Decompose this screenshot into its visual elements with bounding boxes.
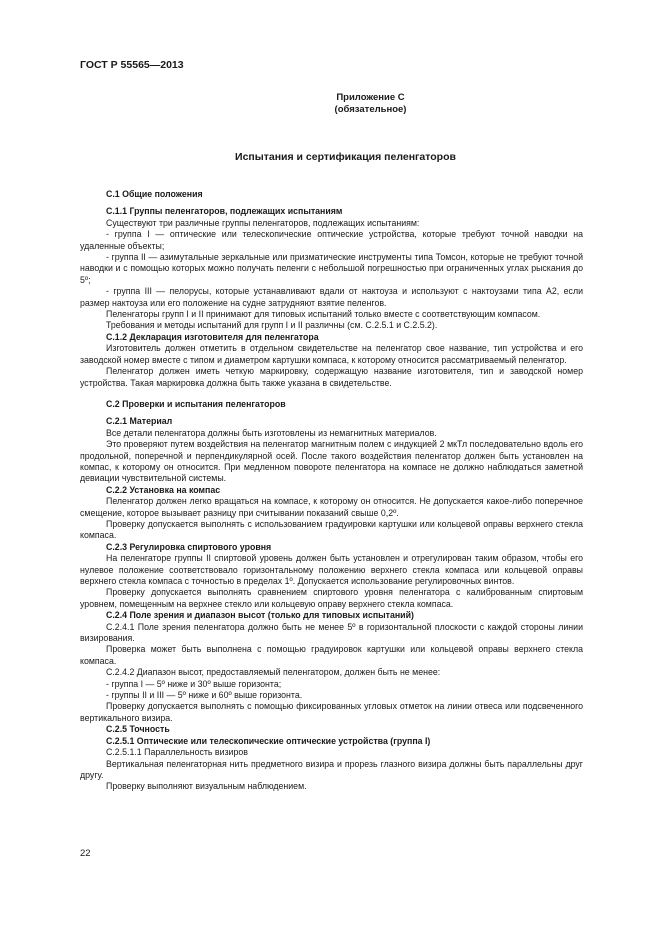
paragraph: Требования и методы испытаний для групп I и II различны (см. С.2.5.1 и С.2.5.2). xyxy=(106,320,438,331)
section-heading: С.2.2 Установка на компас xyxy=(106,484,221,495)
section-heading: С.1 Общие положения xyxy=(106,189,203,199)
paragraph: - группа III — пелорусы, которые устанавливают вдали от нактоуза и используют с нактоузами типа А2, если размер нактоуза или его положение на судне затрудняют взятие пеленгов. xyxy=(80,286,583,308)
section-heading: С.2.1 Материал xyxy=(106,416,173,427)
page-number: 22 xyxy=(80,848,91,859)
paragraph: Все детали пеленгатора должны быть изготовлены из немагнитных материалов. xyxy=(106,427,437,438)
annex-status: (обязательное) xyxy=(334,104,407,115)
paragraph: - группа I — 5º ниже и 30º выше горизонта; xyxy=(106,678,282,689)
section-heading: С.1.1 Группы пеленгаторов, подлежащих испытаниям xyxy=(106,206,343,217)
section-heading: С.2 Проверки и испытания пеленгаторов xyxy=(106,398,286,409)
paragraph: На пеленгаторе группы II спиртовой уровень должен быть установлен и отрегулирован таким образом, чтобы его нулевое положение соответствовало горизонтальному положению верхнего стекла компаса или кольцевой оправы верхнего стекла компаса с точностью в пределах 1º. Допускается использование регулировочных винтов. xyxy=(80,553,583,586)
paragraph: Изготовитель должен отметить в отдельном свидетельстве на пеленгатор свое название, тип устройства и его заводской номер вместе с типом и диаметром картушки компаса, к которому относится рассматриваемый пеленгатор. xyxy=(80,343,583,365)
annex-name: Приложение С xyxy=(336,92,405,103)
paragraph: Проверка может быть выполнена с помощью градуировок картушки или кольцевой оправы верхнего стекла компаса. xyxy=(80,644,583,666)
document-body xyxy=(80,183,583,793)
paragraph: С.2.4.1 Поле зрения пеленгатора должно быть не менее 5º в горизонтальной плоскости с каждой стороны линии визирования. xyxy=(80,621,583,644)
paragraph: С.2.4.2 Диапазон высот, предоставляемый пеленгатором, должен быть не менее: xyxy=(106,667,441,678)
section-heading: С.2.5 Точность xyxy=(106,724,170,735)
annex-title: Испытания и сертификация пеленгаторов xyxy=(235,151,456,163)
paragraph: Проверку допускается выполнять сравнением спиртового уровня пеленгатора с калиброванным спиртовым уровнем, помещенным на верхнее стекло или кольцевую оправу верхнего стекла компаса. xyxy=(80,587,583,609)
paragraph: Существуют три различные группы пеленгаторов, подлежащих испытаниям: xyxy=(106,217,420,228)
section-heading: С.2.3 Регулировка спиртового уровня xyxy=(106,541,272,552)
paragraph: - группа II — азимутальные зеркальные или призматические инструменты типа Томсон, которые не требуют точной наводки и с помощью которых можно получать пеленги с небольшой погрешностью при ограниченных углах рыскания до 5º; xyxy=(80,252,583,285)
paragraph: Пеленгаторы групп I и II принимают для типовых испытаний только вместе с соответствующим компасом. xyxy=(106,309,541,320)
paragraph: Пеленгатор должен иметь четкую маркировку, содержащую название изготовителя, тип и заводской номер устройства. Такая маркировка должна быть также указана в свидетельстве. xyxy=(80,366,583,388)
standard-header: ГОСТ Р 55565—2013 xyxy=(80,59,184,71)
paragraph: - группы II и III — 5º ниже и 60º выше горизонта. xyxy=(106,690,303,701)
paragraph: Проверку выполняют визуальным наблюдением. xyxy=(106,781,307,792)
section-heading: С.2.4 Поле зрения и диапазон высот (только для типовых испытаний) xyxy=(106,610,414,621)
section-heading: С.2.5.1 Оптические или телескопические оптические устройства (группа I) xyxy=(106,735,431,746)
paragraph: Проверку допускается выполнять с помощью фиксированных угловых отметок на линии отвеса или подсвеченного вертикального визира. xyxy=(80,701,583,723)
section-heading: С.1.2 Декларация изготовителя для пеленгатора xyxy=(106,331,319,342)
paragraph: Проверку допускается выполнять с использованием градуировки картушки или кольцевой оправы верхнего стекла компаса. xyxy=(80,518,583,541)
paragraph: - группа I — оптические или телескопические оптические устройства, которые требуют точной наводки на удаленные объекты; xyxy=(80,229,583,251)
annex-heading xyxy=(0,92,661,116)
paragraph: Это проверяют путем воздействия на пеленгатор магнитным полем с индукцией 2 мкТл последовательно вдоль его продольной, поперечной и перпендикулярной осей. После такого воздействия пеленгатор должен быть установлен на компас, к которому он относится. При медленном повороте пеленгатора на компасе не должно наблюдаться заметной девиации чувствительной системы. xyxy=(80,439,583,484)
paragraph: Вертикальная пеленгаторная нить предметного визира и прорезь глазного визира должны быть параллельны друг другу. xyxy=(80,758,583,780)
paragraph: С.2.5.1.1 Параллельность визиров xyxy=(106,747,248,758)
paragraph: Пеленгатор должен легко вращаться на компасе, к которому он относится. Не допускается какое-либо поперечное смещение, которое вызывает разницу при считывании показаний свыше 0,2º. xyxy=(80,496,583,518)
